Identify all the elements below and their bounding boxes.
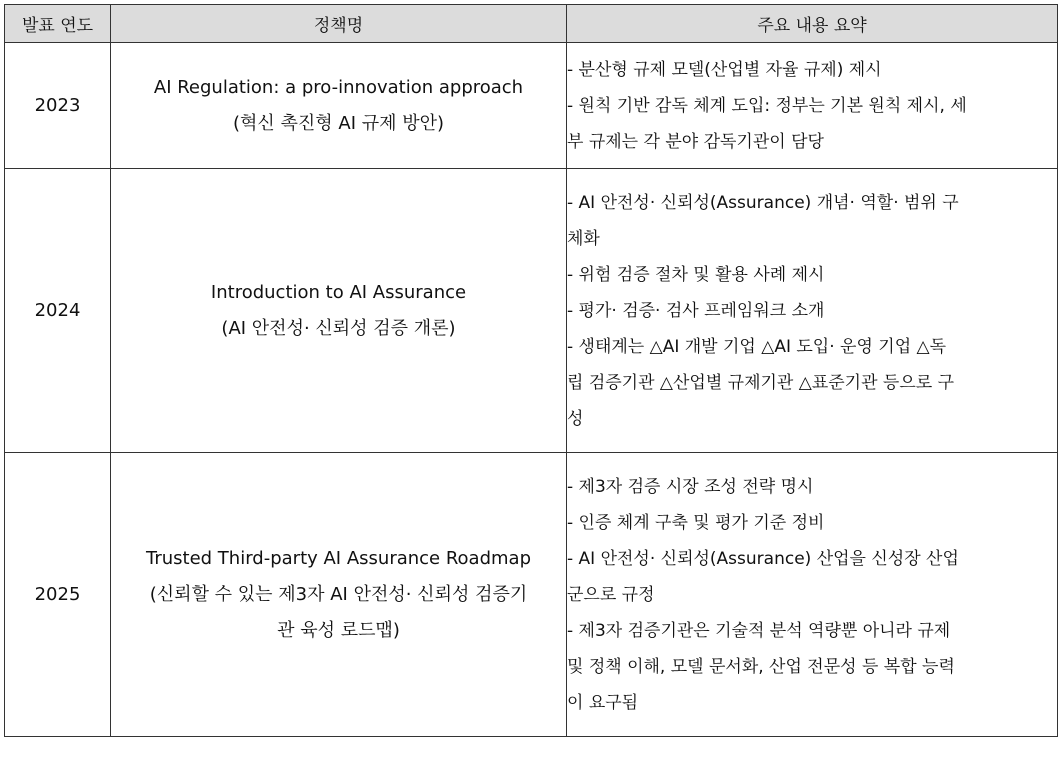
policy-table bbox=[4, 4, 1058, 737]
summary-cell bbox=[567, 43, 1058, 169]
summary-line: - 제3자 검증 시장 조성 전략 명시 bbox=[567, 476, 814, 497]
policy-name-cell bbox=[111, 453, 567, 737]
summary-line: - 분산형 규제 모델(산업별 자율 규제) 제시 bbox=[567, 59, 882, 80]
summary-line: 립 검증기관 △산업별 규제기관 △표준기관 등으로 구 bbox=[567, 372, 955, 393]
summary-line: 체화 bbox=[567, 228, 600, 249]
header-policy-name: 정책명 bbox=[111, 5, 567, 43]
summary-line: - 위험 검증 절차 및 활용 사례 제시 bbox=[567, 264, 825, 285]
summary-line: 군으로 규정 bbox=[567, 584, 655, 605]
summary-line: 및 정책 이해, 모델 문서화, 산업 전문성 등 복합 능력 bbox=[567, 656, 955, 677]
policy-name-line: 관 육성 로드맵) bbox=[277, 619, 400, 641]
policy-name-line: (신뢰할 수 있는 제3자 AI 안전성· 신뢰성 검증기 bbox=[149, 583, 528, 605]
summary-line: 이 요구됨 bbox=[567, 692, 639, 713]
header-summary: 주요 내용 요약 bbox=[567, 5, 1058, 43]
summary-line: - AI 안전성· 신뢰성(Assurance) 개념· 역할· 범위 구 bbox=[567, 192, 959, 213]
header-year: 발표 연도 bbox=[5, 5, 111, 43]
summary-cell bbox=[567, 453, 1058, 737]
year-cell: 2024 bbox=[5, 169, 111, 453]
policy-name-line: (혁신 촉진형 AI 규제 방안) bbox=[232, 112, 445, 134]
summary-line: - 제3자 검증기관은 기술적 분석 역량뿐 아니라 규제 bbox=[567, 620, 951, 641]
policy-name-line: Trusted Third-party AI Assurance Roadmap bbox=[145, 547, 532, 569]
summary-line: - 평가· 검증· 검사 프레임워크 소개 bbox=[567, 300, 825, 321]
summary-line: - 원칙 기반 감독 체계 도입: 정부는 기본 원칙 제시, 세 bbox=[567, 95, 967, 116]
policy-name-line: AI Regulation: a pro-innovation approach bbox=[153, 76, 524, 98]
summary-line: - 생태계는 △AI 개발 기업 △AI 도입· 운영 기업 △독 bbox=[567, 336, 947, 357]
header-row bbox=[5, 5, 1058, 43]
table-row bbox=[5, 453, 1058, 737]
policy-name-line: (AI 안전성· 신뢰성 검증 개론) bbox=[221, 317, 456, 339]
summary-line: 성 bbox=[567, 408, 584, 429]
table-row bbox=[5, 169, 1058, 453]
policy-name-line: Introduction to AI Assurance bbox=[210, 281, 467, 303]
policy-name-cell bbox=[111, 169, 567, 453]
summary-line: - 인증 체계 구축 및 평가 기준 정비 bbox=[567, 512, 825, 533]
summary-line: 부 규제는 각 분야 감독기관이 담당 bbox=[567, 131, 824, 152]
year-cell: 2025 bbox=[5, 453, 111, 737]
table-row bbox=[5, 43, 1058, 169]
summary-cell bbox=[567, 169, 1058, 453]
year-cell: 2023 bbox=[5, 43, 111, 169]
policy-name-cell bbox=[111, 43, 567, 169]
summary-line: - AI 안전성· 신뢰성(Assurance) 산업을 신성장 산업 bbox=[567, 548, 959, 569]
